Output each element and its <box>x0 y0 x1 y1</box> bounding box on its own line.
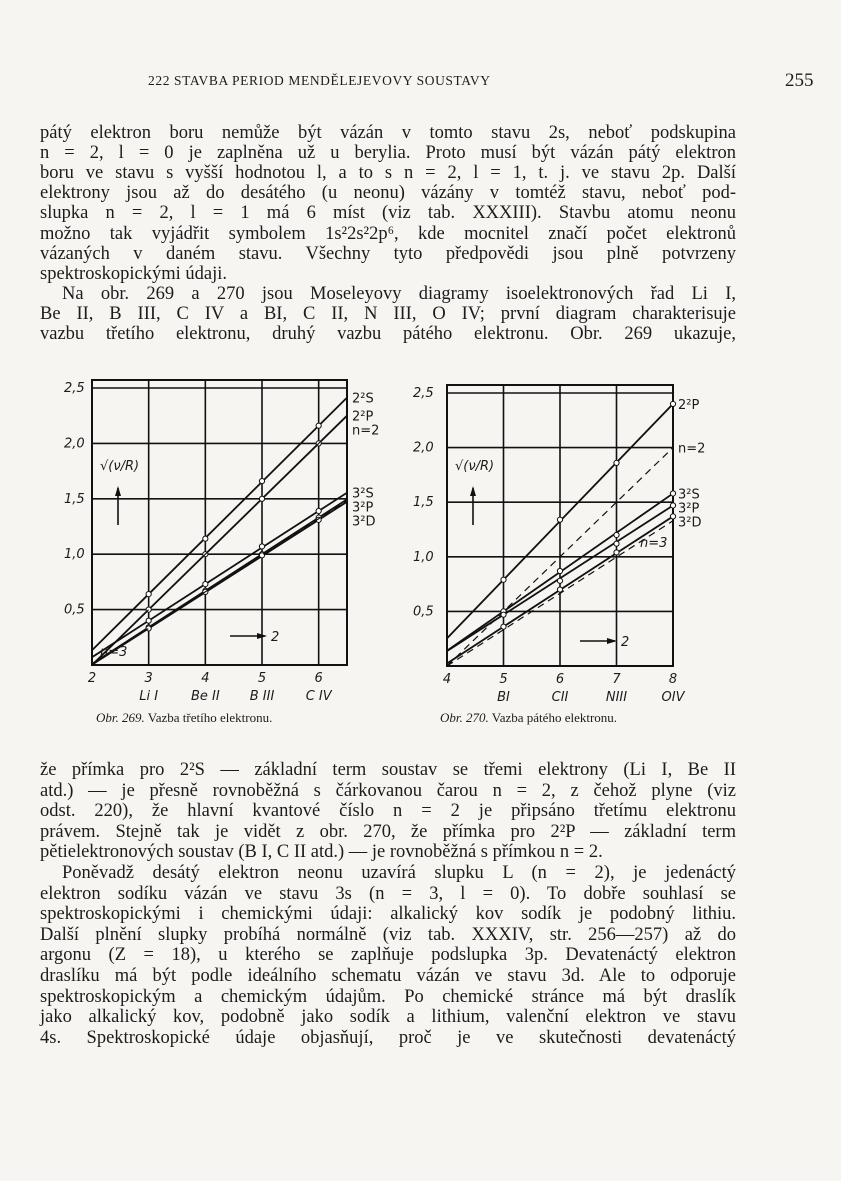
data-point <box>259 544 264 549</box>
x-tick-label: 7 <box>612 672 621 687</box>
x-tick-label: 5 <box>499 672 508 687</box>
figure-caption-text: Vazba pátého elektronu. <box>491 710 618 725</box>
text-line: atd.) — je přesně rovnoběžná s čárkovanou čarou n = 2, z čehož plyne (viz <box>40 780 736 801</box>
chart-0 <box>64 380 379 704</box>
x-ion-label: C IV <box>305 689 332 704</box>
text-line: draslíku má být podle ideálního schematu vázán ve stavu 3d. Ale to odporuje <box>40 966 736 986</box>
text-line: Na obr. 269 a 270 jsou Moseleyovy diagramy isoelektronových řad Li I, <box>62 283 736 304</box>
text-line: n = 2, l = 0 je zaplněna už u berylia. Proto musí být vázán pátý elektron <box>40 143 736 164</box>
data-point <box>670 491 675 496</box>
y-tick-label: 1,5 <box>64 491 85 507</box>
figure-number: Obr. 270. <box>440 710 489 725</box>
text-line: elektrony jsou až do desátého (u neonu) vázány v tomtéž stavu, neboť pod- <box>40 183 736 204</box>
x-tick-label: 6 <box>314 671 323 686</box>
y-tick-label: 2,0 <box>413 440 434 456</box>
figure-270-caption <box>440 710 617 726</box>
x-tick-label: 2 <box>87 671 97 686</box>
y-axis-label: √(ν/R) <box>100 459 140 474</box>
data-point <box>259 478 264 483</box>
text-line: Poněvadž desátý elektron neonu uzavírá slupku L (n = 2), je jedenáctý <box>62 863 736 883</box>
figure-number: Obr. 269. <box>96 710 145 725</box>
series-label: 3²P <box>352 500 374 516</box>
series-label: 2²S <box>352 391 374 407</box>
text-line: že přímka pro 2²S — základní term soustav se třemi elektrony (Li I, Be II <box>40 760 736 780</box>
arrow-head-icon <box>607 638 617 644</box>
data-point <box>557 517 562 522</box>
data-point <box>146 618 151 623</box>
data-point <box>203 536 208 541</box>
text-line: slupka n = 2, l = 1 má 6 míst (viz tab. XXXIII). Stavbu atomu neonu <box>40 203 736 224</box>
data-point <box>557 578 562 583</box>
running-title: 222 STAVBA PERIOD MENDĚLEJEVOVY SOUSTAVY <box>148 73 491 88</box>
x-ion-label: B III <box>249 689 275 704</box>
series-label: 2²P <box>678 397 700 413</box>
text-line: 4s. Spektroskopické údaje objasňují, proč je ve skutečnosti devatenáctý <box>40 1027 736 1048</box>
x-tick-label: 8 <box>668 672 678 687</box>
text-line: vazbu třetího elektronu, druhý vazbu pátého elektronu. Obr. 269 ukazuje, <box>40 324 736 344</box>
x-ion-label: NIII <box>605 690 628 705</box>
y-tick-label: 1,0 <box>413 549 434 565</box>
text-line: jako alkalický kov, podobně jako sodík a lithium, valenční elektron ve stavu <box>40 1007 736 1028</box>
x-tick-label: 6 <box>555 672 565 687</box>
text-line: spektroskopickými údaji. <box>40 263 228 284</box>
data-point <box>557 587 562 592</box>
data-point <box>501 624 506 629</box>
data-point <box>316 508 321 513</box>
text-line: pětielektronových soustav (B I, C II atd.) — je rovnoběžná s přímkou n = 2. <box>40 842 603 863</box>
data-point <box>501 577 506 582</box>
figure-269-caption <box>96 710 272 726</box>
x-ion-label: OIV <box>661 690 685 705</box>
series-label: n=3 <box>640 536 668 551</box>
series-label: n=3 <box>100 645 128 660</box>
x-ion-label: Li I <box>139 689 159 704</box>
series-label: 3²D <box>678 515 702 531</box>
x-tick-label: 3 <box>144 671 153 686</box>
series-line <box>92 493 347 658</box>
series-line <box>92 502 347 665</box>
series-label: 3²S <box>352 486 374 502</box>
series-label: n=2 <box>352 423 380 439</box>
plot-frame <box>92 380 347 665</box>
data-point <box>670 503 675 508</box>
y-tick-label: 2,5 <box>64 381 85 396</box>
x-axis-label: 2 <box>621 635 630 650</box>
text-line: boru ve stavu s vyšší hodnotou l, a to s n = 2, l = 1, t. j. ve stavu 2p. Další <box>40 163 736 184</box>
x-axis-label: 2 <box>271 630 280 645</box>
y-tick-label: 2,5 <box>413 386 434 401</box>
series-label: 3²S <box>678 487 700 503</box>
text-line: právem. Stejně tak je vidět z obr. 270, že přímka pro 2²P — základní term <box>40 821 736 842</box>
series-label: 3²P <box>678 501 700 517</box>
x-ion-label: CII <box>551 690 569 705</box>
x-ion-label: BI <box>497 690 510 705</box>
series-label: 3²D <box>352 514 376 530</box>
data-point <box>670 514 675 519</box>
y-axis-label: √(ν/R) <box>455 459 495 474</box>
text-line: možno tak vyjádřit symbolem 1s²2s²2p⁶, kde mocnitel značí počet elektronů <box>40 223 736 244</box>
text-line: odst. 220), že hlavní kvantové číslo n = 2 je připsáno třetímu elektronu <box>40 801 736 822</box>
data-point <box>614 532 619 537</box>
text-line: pátý elektron boru nemůže být vázán v tomto stavu 2s, neboť podskupina <box>40 123 736 143</box>
x-tick-label: 5 <box>257 671 267 686</box>
data-point <box>614 550 619 555</box>
series-label: 2²P <box>352 409 374 425</box>
data-point <box>146 591 151 596</box>
figure-caption-text: Vazba třetího elektronu. <box>147 710 273 725</box>
x-tick-label: 4 <box>201 671 210 686</box>
data-point <box>203 582 208 587</box>
text-line: spektroskopickým a chemickým údajům. Po chemické stránce má být draslík <box>40 986 736 1007</box>
text-line: Be II, B III, C IV a BI, C II, N III, O IV; první diagram charakterisuje <box>40 303 736 324</box>
y-tick-label: 1,0 <box>64 547 85 563</box>
data-point <box>316 423 321 428</box>
arrow-head-icon <box>115 486 121 496</box>
arrow-head-icon <box>470 486 476 496</box>
y-tick-label: 1,5 <box>413 495 434 511</box>
data-point <box>501 612 506 617</box>
data-point <box>614 460 619 465</box>
data-point <box>614 541 619 546</box>
text-line: vázaných v daném stavu. Všechny tyto předpovědi jsou plně potvrzeny <box>40 243 736 264</box>
x-tick-label: 4 <box>442 672 452 687</box>
text-line: spektroskopickými i chemickými údaji: alkalický kov sodík je podobný lithiu. <box>40 904 736 925</box>
page-number: 255 <box>785 70 814 91</box>
y-tick-label: 0,5 <box>64 602 85 618</box>
text-line: elektron sodíku vázán ve stavu 3s (n = 3, l = 0). To dobře souhlasí se <box>40 883 736 904</box>
x-ion-label: Be II <box>190 689 220 704</box>
y-tick-label: 2,0 <box>64 436 85 452</box>
text-line: argonu (Z = 18), u kterého se zaplňuje podslupka 3p. Devatenáctý elektron <box>40 945 736 966</box>
text-line: Další plnění slupky probíhá normálně (viz tab. XXXIV, str. 256—257) až do <box>40 924 736 945</box>
data-point <box>670 401 675 406</box>
data-point <box>557 568 562 573</box>
series-label: n=2 <box>678 441 706 457</box>
y-tick-label: 0,5 <box>413 604 434 620</box>
chart-1 <box>413 385 705 705</box>
